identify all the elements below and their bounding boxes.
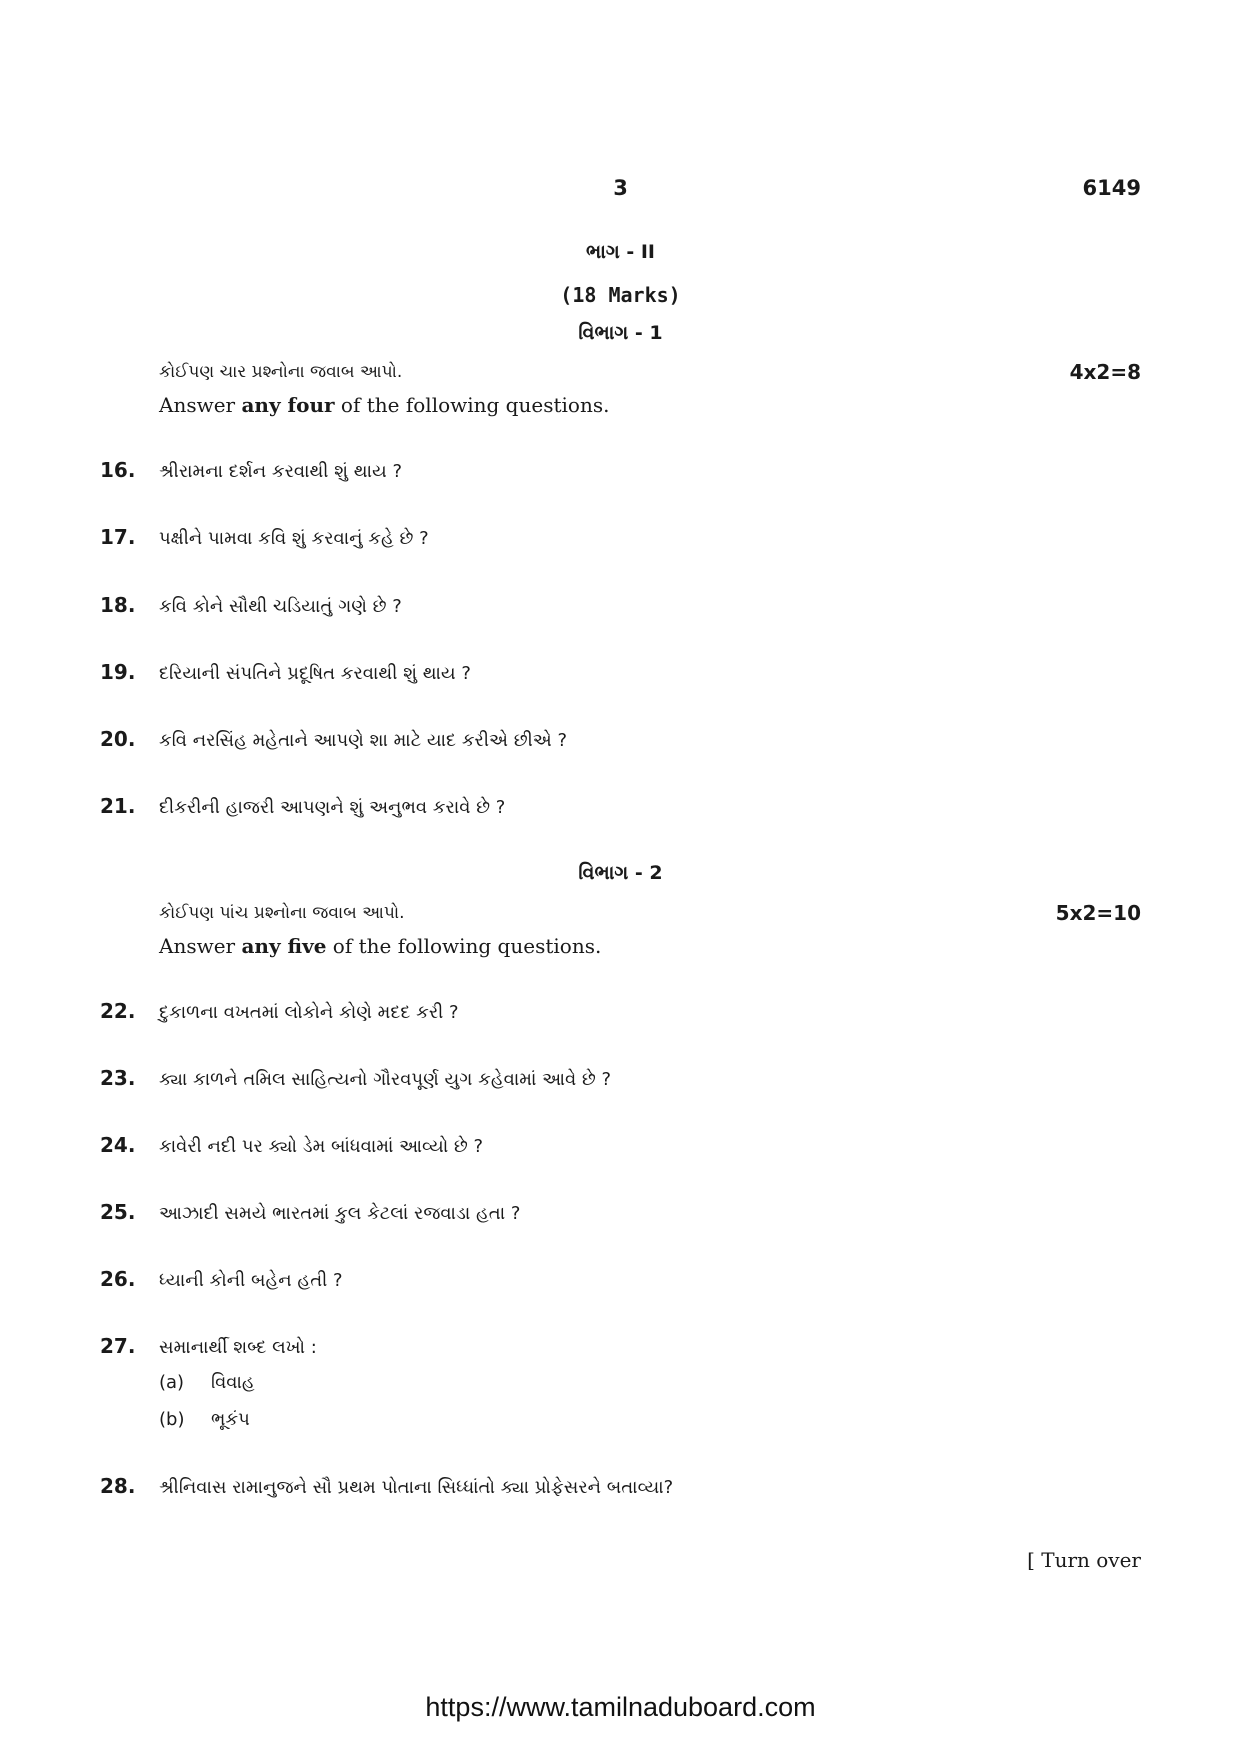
- option-text: વિવાહ: [211, 1372, 255, 1393]
- question-text: ક્યા કાળને તમિલ સાહિત્યનો ગૌરવપૂર્ણ યુગ કહેવામાં આવે છે ?: [159, 1069, 612, 1090]
- question-text: દુકાળના વખતમાં લોકોને કોણે મદદ કરી ?: [159, 1002, 459, 1023]
- question-number: 22.: [100, 999, 136, 1023]
- question-number: 26.: [100, 1267, 136, 1291]
- question-text: સમાનાર્થી શબ્દ લખો :: [159, 1337, 317, 1358]
- footer-url[interactable]: https://www.tamilnaduboard.com: [425, 1692, 816, 1722]
- question-24: [100, 1133, 1140, 1157]
- question-number: 21.: [100, 794, 136, 818]
- question-number: 23.: [100, 1066, 136, 1090]
- question-number: 16.: [100, 458, 136, 482]
- paper-code: 6149: [1082, 176, 1141, 200]
- question-text: શ્રીનિવાસ રામાનુજને સૌ પ્રથમ પોતાના સિધ્ધાંતો ક્યા પ્રોફેસરને બતાવ્યા?: [159, 1477, 674, 1498]
- question-21: [100, 794, 1140, 818]
- question-number: 28.: [100, 1474, 136, 1498]
- question-18: [100, 593, 1140, 617]
- question-number: 17.: [100, 525, 136, 549]
- question-number: 18.: [100, 593, 136, 617]
- question-17: [100, 525, 1140, 549]
- question-text: કવિ કોને સૌથી ચડિયાતું ગણે છે ?: [159, 596, 402, 617]
- question-text: શ્રીરામના દર્શન કરવાથી શું થાય ?: [159, 461, 403, 482]
- question-16: [100, 458, 1140, 482]
- section-2-instruction-en: Answer any five of the following questions.: [159, 934, 602, 958]
- section-2-title: વિભાગ - 2: [578, 862, 663, 884]
- part-marks: (18 Marks): [560, 283, 681, 307]
- question-22: [100, 999, 1140, 1023]
- question-number: 25.: [100, 1200, 136, 1224]
- question-number: 20.: [100, 727, 136, 751]
- option-label: (b): [159, 1409, 185, 1430]
- option-text: ભૂકંપ: [211, 1409, 250, 1430]
- question-number: 27.: [100, 1334, 136, 1358]
- section-2-marks: 5x2=10: [1055, 901, 1141, 925]
- question-text: કવિ નરસિંહ મહેતાને આપણે શા માટે યાદ કરીએ છીએ ?: [159, 730, 568, 751]
- question-25: [100, 1200, 1140, 1224]
- page-number: 3: [613, 176, 628, 200]
- question-27-option-a: [159, 1372, 255, 1393]
- question-27-option-b: [159, 1409, 250, 1430]
- question-26: [100, 1267, 1140, 1291]
- part-title: ભાગ - II: [586, 241, 655, 263]
- question-27: [100, 1334, 1140, 1358]
- question-text: ધ્યાની કોની બહેન હતી ?: [159, 1270, 343, 1291]
- question-text: આઝાદી સમયે ભારતમાં કુલ કેટલાં રજવાડા હતા ?: [159, 1203, 521, 1224]
- question-28: [100, 1474, 1140, 1498]
- section-1-instruction-gu: કોઈપણ ચાર પ્રશ્નોના જવાબ આપો.: [159, 362, 403, 382]
- question-text: દીકરીની હાજરી આપણને શું અનુભવ કરાવે છે ?: [159, 797, 506, 818]
- question-text: દરિયાની સંપતિને પ્રદૂષિત કરવાથી શું થાય ?: [159, 663, 471, 684]
- question-number: 19.: [100, 660, 136, 684]
- question-number: 24.: [100, 1133, 136, 1157]
- question-20: [100, 727, 1140, 751]
- turn-over-note: [ Turn over: [1027, 1548, 1141, 1572]
- section-1-marks: 4x2=8: [1069, 360, 1141, 384]
- question-text: પક્ષીને પામવા કવિ શું કરવાનું કહે છે ?: [159, 528, 429, 549]
- question-19: [100, 660, 1140, 684]
- section-2-instruction-gu: કોઈપણ પાંચ પ્રશ્નોના જવાબ આપો.: [159, 903, 405, 923]
- section-1-instruction-en: Answer any four of the following questions.: [159, 393, 610, 417]
- question-23: [100, 1066, 1140, 1090]
- section-1-title: વિભાગ - 1: [578, 322, 663, 344]
- option-label: (a): [159, 1372, 185, 1393]
- question-text: કાવેરી નદી પર ક્યો ડેમ બાંધવામાં આવ્યો છે ?: [159, 1136, 484, 1157]
